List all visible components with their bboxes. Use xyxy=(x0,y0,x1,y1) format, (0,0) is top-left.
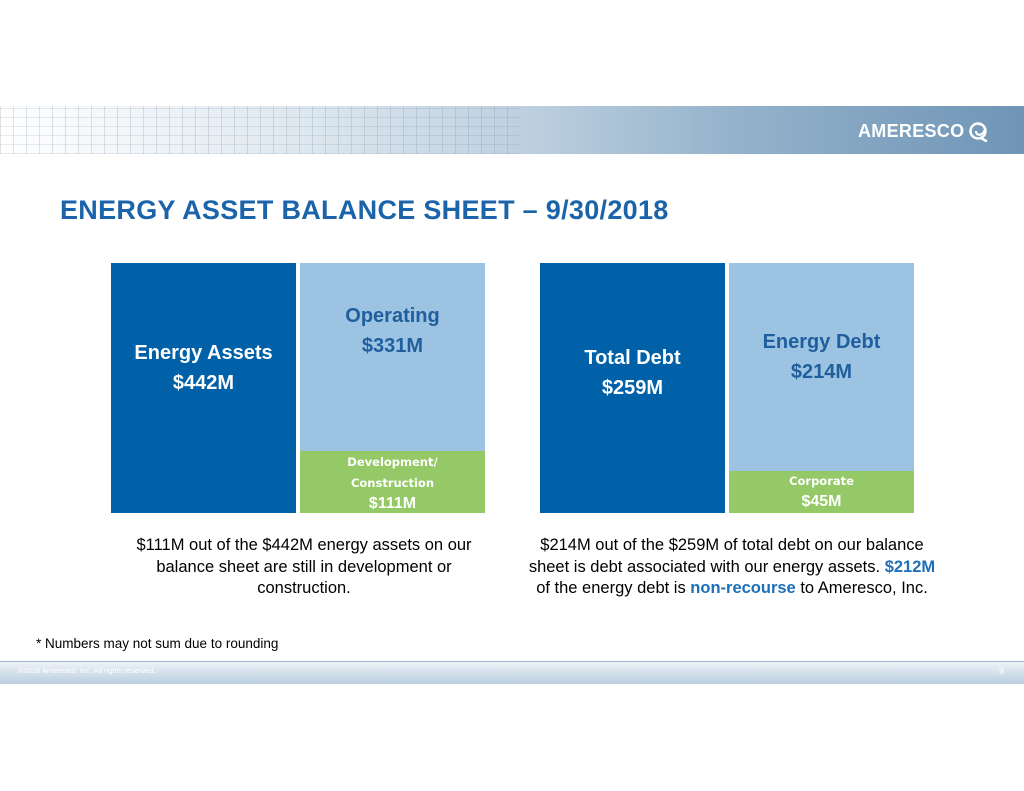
development-value: $111M xyxy=(368,495,417,512)
debt-caption-text-3: to Ameresco, Inc. xyxy=(800,579,928,597)
debt-caption-text-1: $214M out of the $259M of total debt on our balance sheet is debt associated with our energy assets. xyxy=(528,536,924,576)
energy-debt-label: Energy Debt xyxy=(762,331,881,353)
debt-caption-text-2: of the energy debt is xyxy=(536,579,686,597)
operating-label: Operating xyxy=(345,305,440,327)
debt-caption xyxy=(522,535,942,600)
swirl-mark-icon xyxy=(968,120,990,142)
corporate-label: Corporate xyxy=(789,474,854,488)
development-block xyxy=(300,451,485,513)
corporate-value: $45M xyxy=(801,493,842,510)
operating-value: $331M xyxy=(361,335,424,357)
energy-debt-block xyxy=(729,263,914,471)
total-debt-label: Total Debt xyxy=(584,347,681,369)
total-debt-block xyxy=(540,263,725,513)
slide-title: ENERGY ASSET BALANCE SHEET – 9/30/2018 xyxy=(60,195,669,225)
development-label-line2: Construction xyxy=(350,476,435,490)
energy-assets-value: $442M xyxy=(172,372,235,394)
blueprint-pattern xyxy=(0,106,520,154)
page-number: 9 xyxy=(999,666,1005,676)
logo-text: AMERESCO xyxy=(858,120,965,141)
energy-debt-value: $214M xyxy=(790,361,853,383)
energy-assets-label: Energy Assets xyxy=(134,342,273,364)
development-label-line1: Development/ xyxy=(347,455,438,469)
energy-assets-block xyxy=(111,263,296,513)
assets-caption: $111M out of the $442M energy assets on our balance sheet are still in development or construction. xyxy=(136,536,472,597)
debt-caption-highlight-nonrecourse: non-recourse xyxy=(690,579,796,597)
ameresco-logo xyxy=(858,119,990,143)
rounding-footnote: * Numbers may not sum due to rounding xyxy=(36,636,279,651)
corporate-block xyxy=(729,471,914,513)
copyright-text: ©2018 Ameresco, Inc. All rights reserved. xyxy=(18,666,156,675)
debt-caption-highlight-amount: $212M xyxy=(884,557,936,576)
total-debt-value: $259M xyxy=(601,377,664,399)
operating-block xyxy=(300,263,485,451)
